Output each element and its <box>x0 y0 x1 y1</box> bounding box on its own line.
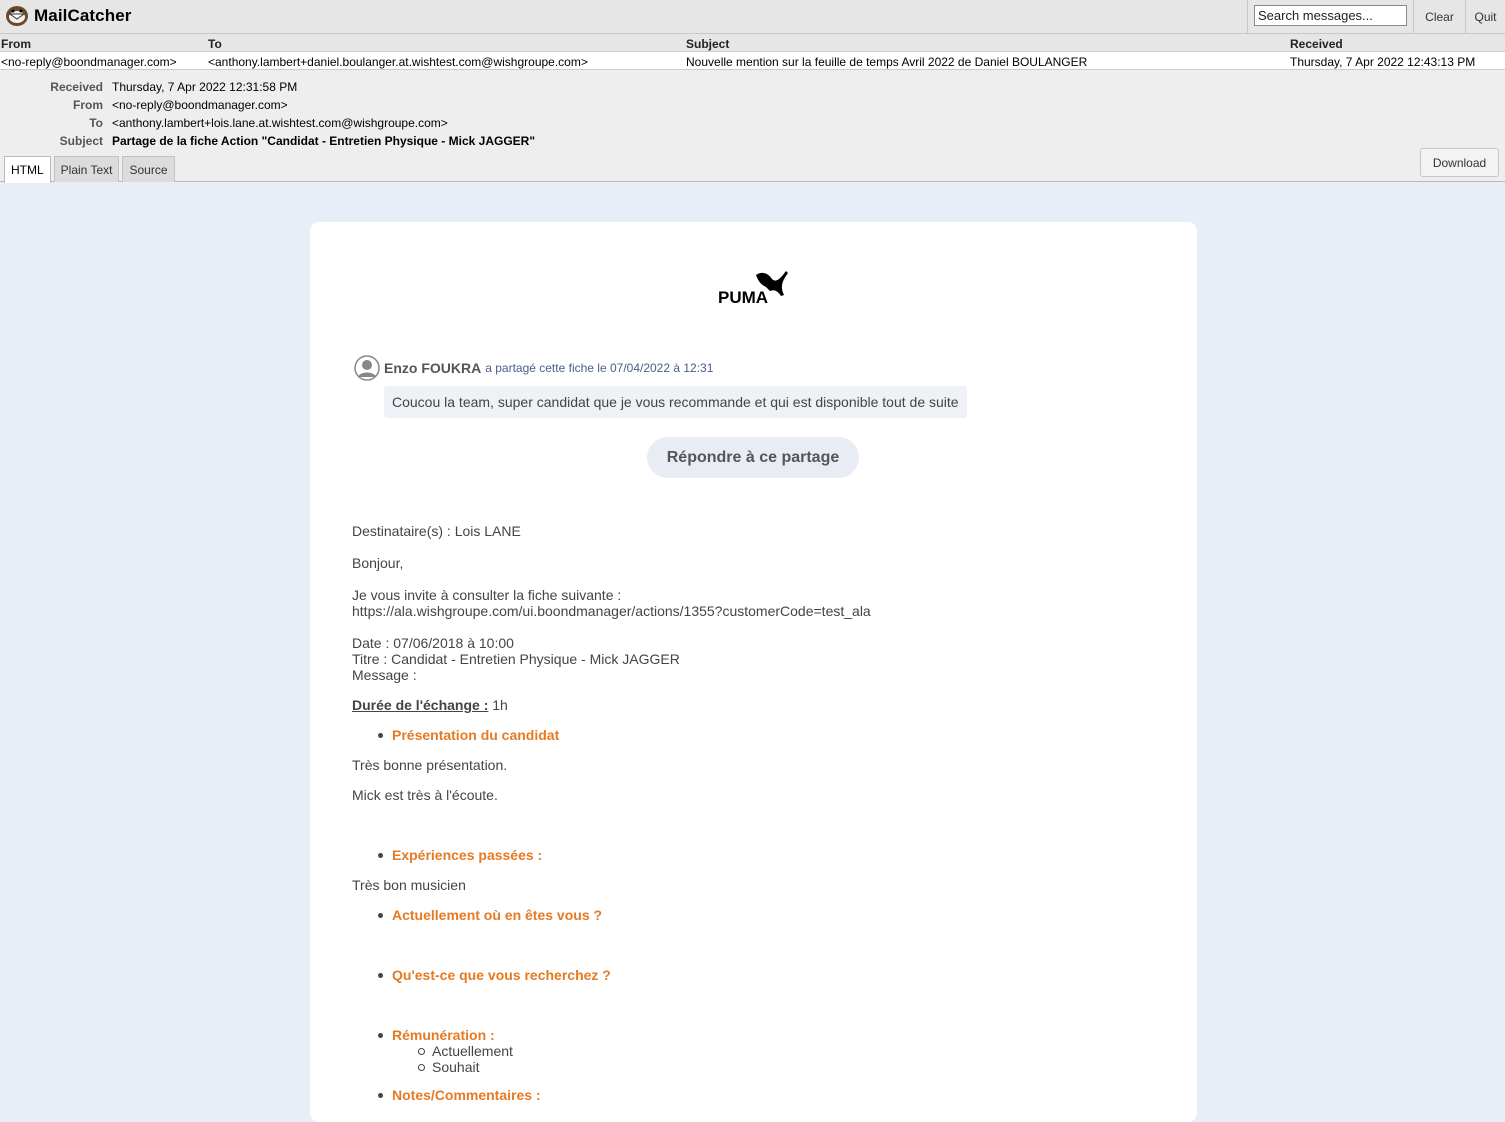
message-row[interactable] <box>0 52 1505 70</box>
app-header <box>0 0 1505 34</box>
sharer-name: Enzo FOUKRA <box>384 360 482 376</box>
email-card <box>310 222 1197 1122</box>
tab-source[interactable]: Source <box>122 156 174 182</box>
meta-to <box>0 116 1000 134</box>
meta-subject <box>0 134 1000 152</box>
meta-received-label: Received <box>50 80 103 94</box>
search-input[interactable] <box>1254 5 1407 26</box>
download-button[interactable]: Download <box>1420 148 1499 177</box>
column-header-received[interactable]: Received <box>1290 37 1343 51</box>
app-title: MailCatcher <box>34 6 132 25</box>
row-to: <anthony.lambert+daniel.boulanger.at.wishtest.com@wishgroupe.com> <box>208 55 588 69</box>
column-header-subject[interactable]: Subject <box>686 37 730 51</box>
app-logo <box>4 4 131 28</box>
greeting: Bonjour, <box>352 555 404 571</box>
message-list-header <box>0 34 1505 52</box>
duration-label: Durée de l'échange : <box>352 697 489 713</box>
section-recherche: Qu'est-ce que vous recherchez ? <box>392 967 611 983</box>
meta-to-label: To <box>89 116 103 130</box>
row-subject: Nouvelle mention sur la feuille de temps Avril 2022 de Daniel BOULANGER <box>686 55 1088 69</box>
presentation-text-2: Mick est très à l'écoute. <box>352 787 498 803</box>
remuneration-item: Souhait <box>432 1059 480 1075</box>
meta-subject-value: Partage de la fiche Action "Candidat - Entretien Physique - Mick JAGGER" <box>112 134 536 148</box>
title-line: Titre : Candidat - Entretien Physique - Mick JAGGER <box>352 651 680 667</box>
quit-button[interactable]: Quit <box>1465 0 1505 33</box>
column-header-from[interactable]: From <box>1 37 31 51</box>
row-received: Thursday, 7 Apr 2022 12:43:13 PM <box>1290 55 1476 69</box>
message-label: Message : <box>352 667 417 683</box>
duration-value: 1h <box>488 697 508 713</box>
avatar-icon <box>354 355 380 381</box>
meta-from-label: From <box>73 98 103 112</box>
section-notes: Notes/Commentaires : <box>392 1087 541 1103</box>
remuneration-item: Actuellement <box>432 1043 513 1059</box>
message-list <box>0 34 1505 70</box>
search-area <box>1247 0 1413 33</box>
share-comment: Coucou la team, super candidat que je vous recommande et qui est disponible tout de suite <box>384 386 967 418</box>
format-tabs <box>4 156 178 182</box>
meta-from <box>0 98 1000 116</box>
meta-subject-label: Subject <box>59 134 103 148</box>
puma-logo-icon <box>716 265 790 305</box>
clear-button[interactable]: Clear <box>1413 0 1465 33</box>
section-actuellement: Actuellement où en êtes vous ? <box>392 907 603 923</box>
presentation-text-1: Très bonne présentation. <box>352 757 508 773</box>
meta-from-value: <no-reply@boondmanager.com> <box>112 98 288 112</box>
tab-plain-text[interactable]: Plain Text <box>54 156 120 182</box>
share-header <box>354 354 713 382</box>
date-line: Date : 07/06/2018 à 10:00 <box>352 635 514 651</box>
message-details <box>0 71 1505 182</box>
recipients-line: Destinataire(s) : Lois LANE <box>352 523 521 539</box>
experiences-text: Très bon musicien <box>352 877 466 893</box>
meta-received <box>0 80 1000 98</box>
mailcatcher-logo-icon <box>4 4 30 28</box>
reply-share-button[interactable]: Répondre à ce partage <box>647 437 859 478</box>
meta-received-value: Thursday, 7 Apr 2022 12:31:58 PM <box>112 80 298 94</box>
section-presentation: Présentation du candidat <box>392 727 560 743</box>
invite-line: Je vous invite à consulter la fiche suivante : <box>352 587 622 603</box>
brand-name: PUMA <box>718 288 769 305</box>
duration-line <box>352 697 508 713</box>
action-link[interactable]: https://ala.wishgroupe.com/ui.boondmanager/actions/1355?customerCode=test_ala <box>352 603 871 619</box>
tab-html[interactable]: HTML <box>4 156 51 183</box>
column-header-to[interactable]: To <box>208 37 222 51</box>
section-remuneration: Rémunération : <box>392 1027 495 1043</box>
meta-to-value: <anthony.lambert+lois.lane.at.wishtest.com@wishgroupe.com> <box>112 116 448 130</box>
shared-info: a partagé cette fiche le 07/04/2022 à 12:31 <box>485 361 714 375</box>
row-from: <no-reply@boondmanager.com> <box>1 55 177 69</box>
section-experiences: Expériences passées : <box>392 847 543 863</box>
